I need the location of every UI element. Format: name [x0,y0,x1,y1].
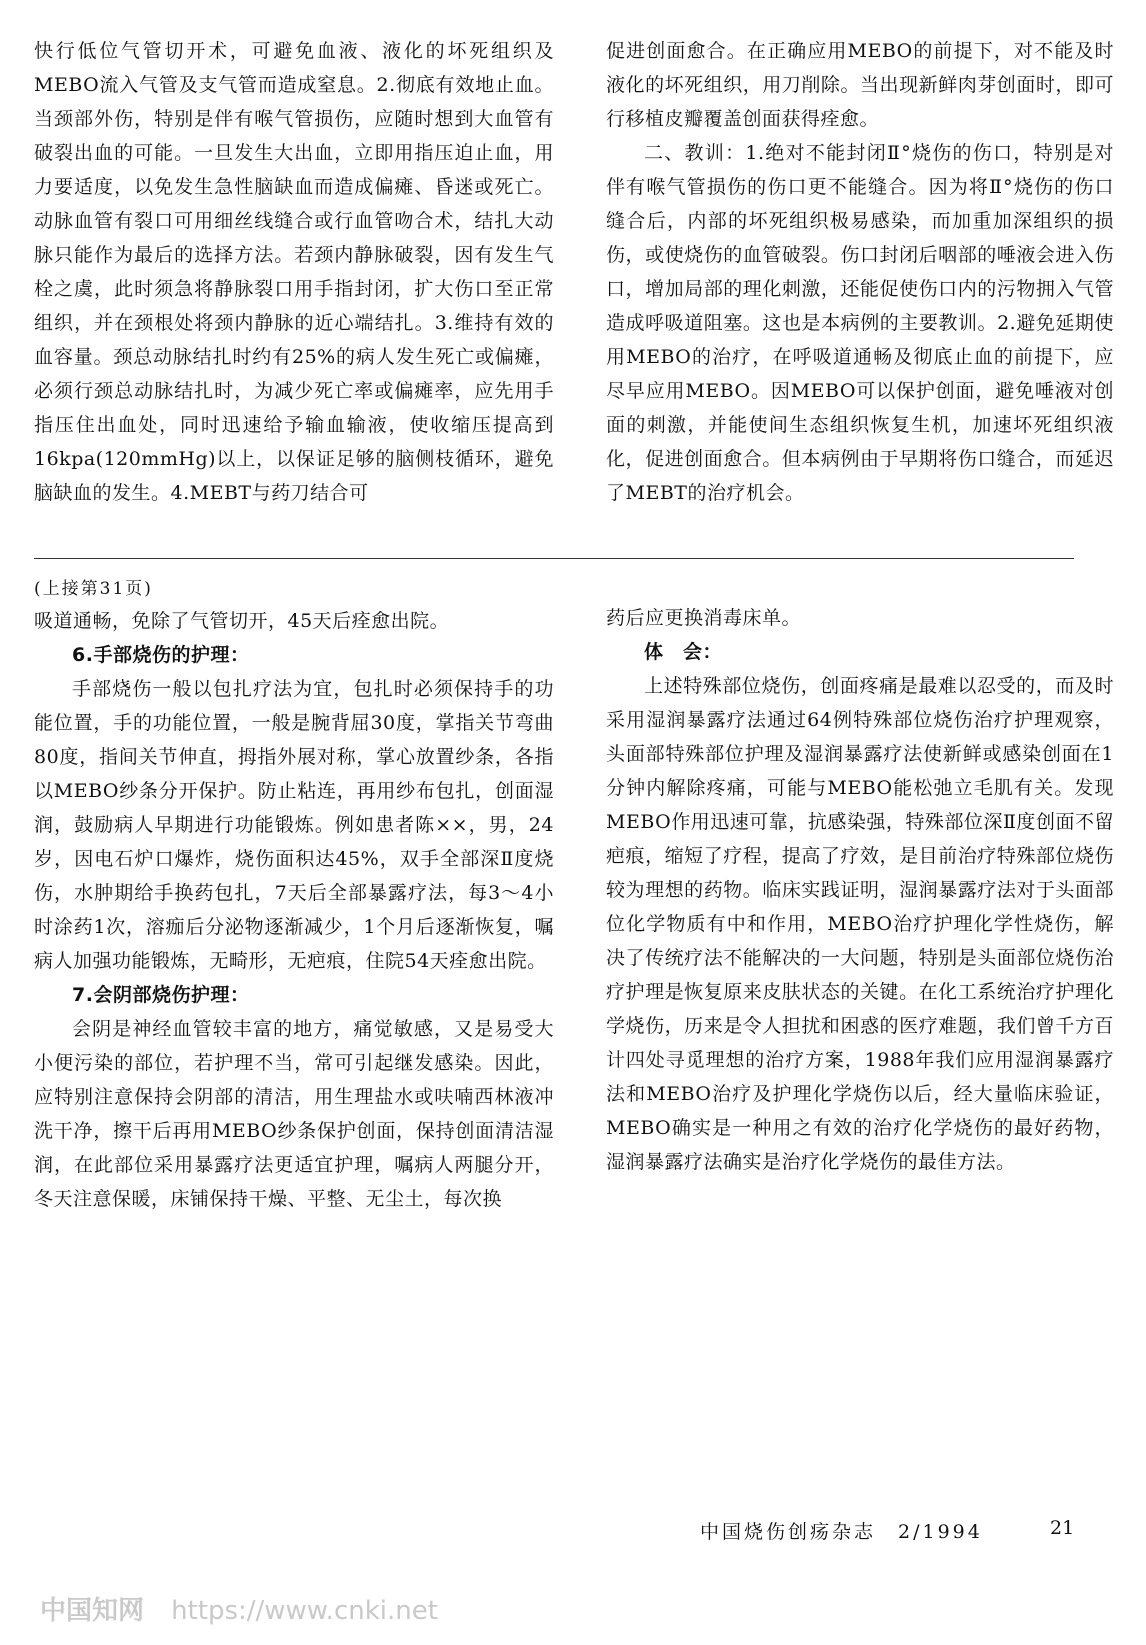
section-heading-hand-burn: 6.手部烧伤的护理： [72,644,250,666]
section-divider [34,558,1074,559]
body-paragraph: 会阴是神经血管较丰富的地方，痛觉敏感，又是易受大小便污染的部位，若护理不当，常可引起继发感染。因此，应特别注意保持会阴部的清洁，用生理盐水或呋喃西林液冲洗干净，擦干后再用MEBO纱条保护创面，保持创面清洁湿润，在此部位采用暴露疗法更适宜护理，嘱病人两腿分开，冬天注意保暖，床铺保持干燥、平整、无尘土，每次换 [34,1018,554,1210]
lessons-paragraph: 二、教训：1.绝对不能封闭Ⅱ°烧伤的伤口，特别是对伴有喉气管损伤的伤口更不能缝合。因为将Ⅱ°烧伤的伤口缝合后，内部的坏死组织极易感染，而加重加深组织的损伤，或使烧伤的血管破裂。伤口封闭后咽部的唾液会进入伤口，增加局部的理化刺激，还能促使伤口内的污物拥入气管造成呼吸道阻塞。这也是本病例的主要教训。2.避免延期使用MEBO的治疗，在呼吸道通畅及彻底止血的前提下，应尽早应用MEBO。因MEBO可以保护创面，避免唾液对创面的刺激，并能使间生态组织恢复生机，加速坏死组织液化，促进创面愈合。但本病例由于早期将伤口缝合，而延迟了MEBT的治疗机会。 [606,142,1114,504]
continued-from-note: (上接第31页) [34,579,153,599]
cnki-watermark [40,1590,438,1627]
watermark-brand: 中国知网 [40,1596,145,1626]
bottom-left-column [34,574,554,1216]
body-paragraph: 吸道通畅，免除了气管切开，45天后痊愈出院。 [34,610,450,632]
body-paragraph: 快行低位气管切开术，可避免血液、液化的坏死组织及MEBO流入气管及支气管而造成窒息。2.彻底有效地止血。当颈部外伤，特别是伴有喉气管损伤，应随时想到大血管有破裂出血的可能。一旦发生大出血，立即用指压迫止血，用力要适度，以免发生急性脑缺血而造成偏瘫、昏迷或死亡。动脉血管有裂口可用细丝线缝合或行血管吻合术，结扎大动脉只能作为最后的选择方法。若颈内静脉破裂，因有发生气栓之虞，此时须急将静脉裂口用手指封闭，扩大伤口至正常组织，并在颈根处将颈内静脉的近心端结扎。3.维持有效的血容量。颈总动脉结扎时约有25%的病人发生死亡或偏瘫，必须行颈总动脉结扎时，为减少死亡率或偏瘫率，应先用手指压住出血处，同时迅速给予输血输液，使收缩压提高到16kpa(120mmHg)以上，以保证足够的脑侧枝循环，避免脑缺血的发生。4.MEBT与药刀结合可 [34,40,554,504]
top-left-column [34,34,554,510]
body-paragraph: 促进创面愈合。在正确应用MEBO的前提下，对不能及时液化的坏死组织，用刀削除。当出现新鲜肉芽创面时，即可行移植皮瓣覆盖创面获得痊愈。 [606,40,1114,130]
body-paragraph: 手部烧伤一般以包扎疗法为宜，包扎时必须保持手的功能位置，手的功能位置，一般是腕背屈30度，掌指关节弯曲80度，指间关节伸直，拇指外展对称，掌心放置纱条，各指以MEBO纱条分开保护。防止粘连，再用纱布包扎，创面湿润，鼓励病人早期进行功能锻炼。例如患者陈××，男，24岁，因电石炉口爆炸，烧伤面积达45%，双手全部深Ⅱ度烧伤，水肿期给手换药包扎，7天后全部暴露疗法，每3～4小时涂药1次，溶痂后分泌物逐渐减少，1个月后逐渐恢复，嘱病人加强功能锻炼，无畸形，无疤痕，住院54天痊愈出院。 [34,678,554,972]
page-number: 21 [1050,1517,1075,1539]
watermark-url: https://www.cnki.net [171,1596,438,1626]
top-right-column [606,34,1114,510]
body-paragraph: 上述特殊部位烧伤，创面疼痛是最难以忍受的，而及时采用湿润暴露疗法通过64例特殊部位烧伤治疗护理观察，头面部特殊部位护理及湿润暴露疗法使新鲜或感染创面在1分钟内解除疼痛，可能与MEBO能松弛立毛肌有关。发现MEBO作用迅速可靠，抗感染强，特殊部位深Ⅱ度创面不留疤痕，缩短了疗程，提高了疗效，是目前治疗特殊部位烧伤较为理想的药物。临床实践证明，湿润暴露疗法对于头面部位化学物质有中和作用，MEBO治疗护理化学性烧伤，解决了传统疗法不能解决的一大问题，特别是头面部位烧伤治疗护理是恢复原来皮肤状态的关键。在化工系统治疗护理化学烧伤，历来是令人担扰和困惑的医疗难题，我们曾千方百计四处寻觅理想的治疗方案，1988年我们应用湿润暴露疗法和MEBO治疗及护理化学烧伤以后，经大量临床验证，MEBO确实是一种用之有效的治疗化学烧伤的最好药物，湿润暴露疗法确实是治疗化学烧伤的最佳方法。 [606,675,1114,1173]
journal-footer: 中国烧伤创疡杂志 2/1994 [700,1521,983,1543]
section-heading-experience: 体 会： [644,641,723,663]
section-heading-perineum-burn: 7.会阴部烧伤护理： [72,984,250,1006]
body-paragraph: 药后应更换消毒床单。 [606,607,802,629]
bottom-right-column [606,601,1114,1179]
